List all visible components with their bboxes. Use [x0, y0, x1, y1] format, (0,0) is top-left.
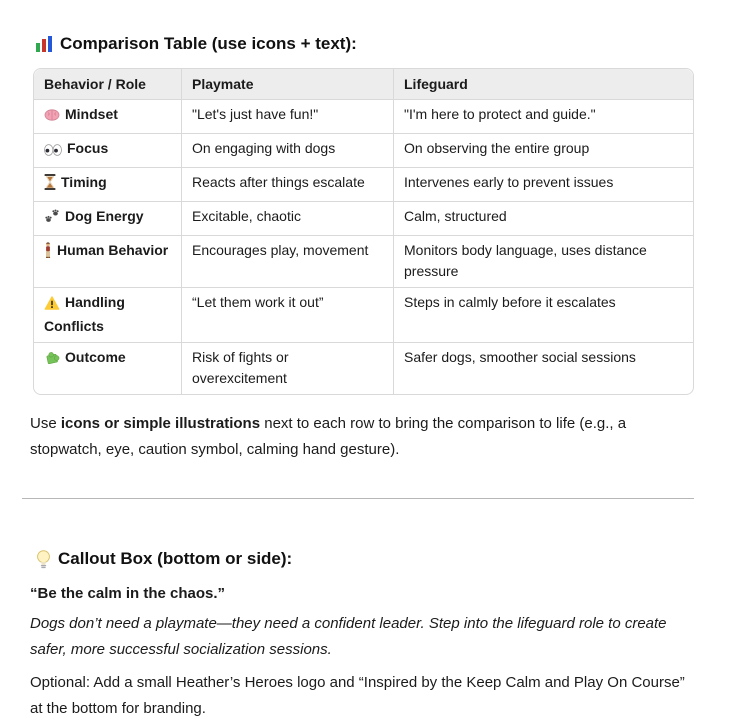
paw-prints-icon — [44, 208, 60, 230]
playmate-cell: Reacts after things escalate — [182, 168, 394, 202]
playmate-cell: Excitable, chaotic — [182, 202, 394, 236]
bar-chart-icon — [35, 35, 53, 53]
table-row-human-behavior — [34, 236, 693, 288]
comparison-table-heading — [0, 0, 734, 55]
row-label: Focus — [67, 140, 109, 156]
row-label: Handling Conflicts — [44, 294, 125, 334]
callout-box-heading-text: Callout Box (bottom or side): — [58, 549, 293, 568]
lifeguard-cell: On observing the entire group — [394, 134, 693, 168]
table-row-mindset — [34, 100, 693, 134]
table-row-timing — [34, 168, 693, 202]
hourglass-icon — [44, 174, 56, 196]
row-label: Timing — [61, 174, 107, 190]
icons-note-paragraph — [30, 411, 698, 463]
table-header-row — [34, 69, 693, 100]
table-row-focus — [34, 134, 693, 168]
row-label: Dog Energy — [65, 208, 144, 224]
playmate-cell: On engaging with dogs — [182, 134, 394, 168]
lifeguard-cell: Monitors body language, uses distance pressure — [394, 236, 693, 288]
puzzle-piece-icon — [44, 349, 60, 371]
person-standing-icon — [44, 242, 52, 264]
note-suffix: next to each row to bring the comparison to life (e.g., a stopwatch, eye, caution symbol, calming hand gesture). — [30, 415, 627, 458]
eyes-icon — [44, 141, 62, 162]
callout-box-heading — [0, 499, 734, 570]
table-row-dog-energy — [34, 202, 693, 236]
table-row-outcome — [34, 343, 693, 394]
header-lifeguard: Lifeguard — [394, 69, 693, 100]
row-label: Human Behavior — [57, 242, 169, 258]
comparison-table — [33, 68, 694, 395]
note-prefix: Use — [30, 415, 61, 432]
header-playmate: Playmate — [182, 69, 394, 100]
row-label: Outcome — [65, 349, 126, 365]
playmate-cell: "Let's just have fun!" — [182, 100, 394, 134]
row-label: Mindset — [65, 106, 118, 122]
callout-body: Dogs don’t need a playmate—they need a confident leader. Step into the lifeguard role to create safer, more successful socialization sessions. — [30, 615, 667, 658]
brain-icon — [44, 107, 60, 128]
playmate-cell: Risk of fights or overexcitement — [182, 343, 394, 394]
lifeguard-cell: Steps in calmly before it escalates — [394, 288, 693, 343]
playmate-cell: Encourages play, movement — [182, 236, 394, 288]
comparison-table-heading-text: Comparison Table (use icons + text): — [60, 34, 357, 53]
warning-icon — [44, 295, 60, 316]
playmate-cell: “Let them work it out” — [182, 288, 394, 343]
table-row-handling-conflicts — [34, 288, 693, 343]
header-behavior-role: Behavior / Role — [34, 69, 182, 100]
lifeguard-cell: Intervenes early to prevent issues — [394, 168, 693, 202]
lifeguard-cell: "I'm here to protect and guide." — [394, 100, 693, 134]
note-bold-text: icons or simple illustrations — [60, 415, 261, 432]
lifeguard-cell: Calm, structured — [394, 202, 693, 236]
lifeguard-cell: Safer dogs, smoother social sessions — [404, 349, 636, 365]
callout-quote: “Be the calm in the chaos.” — [30, 585, 226, 602]
branding-note: Optional: Add a small Heather’s Heroes logo and “Inspired by the Keep Calm and Play On Course” at the bottom for branding. — [30, 674, 685, 717]
light-bulb-icon — [36, 550, 51, 569]
